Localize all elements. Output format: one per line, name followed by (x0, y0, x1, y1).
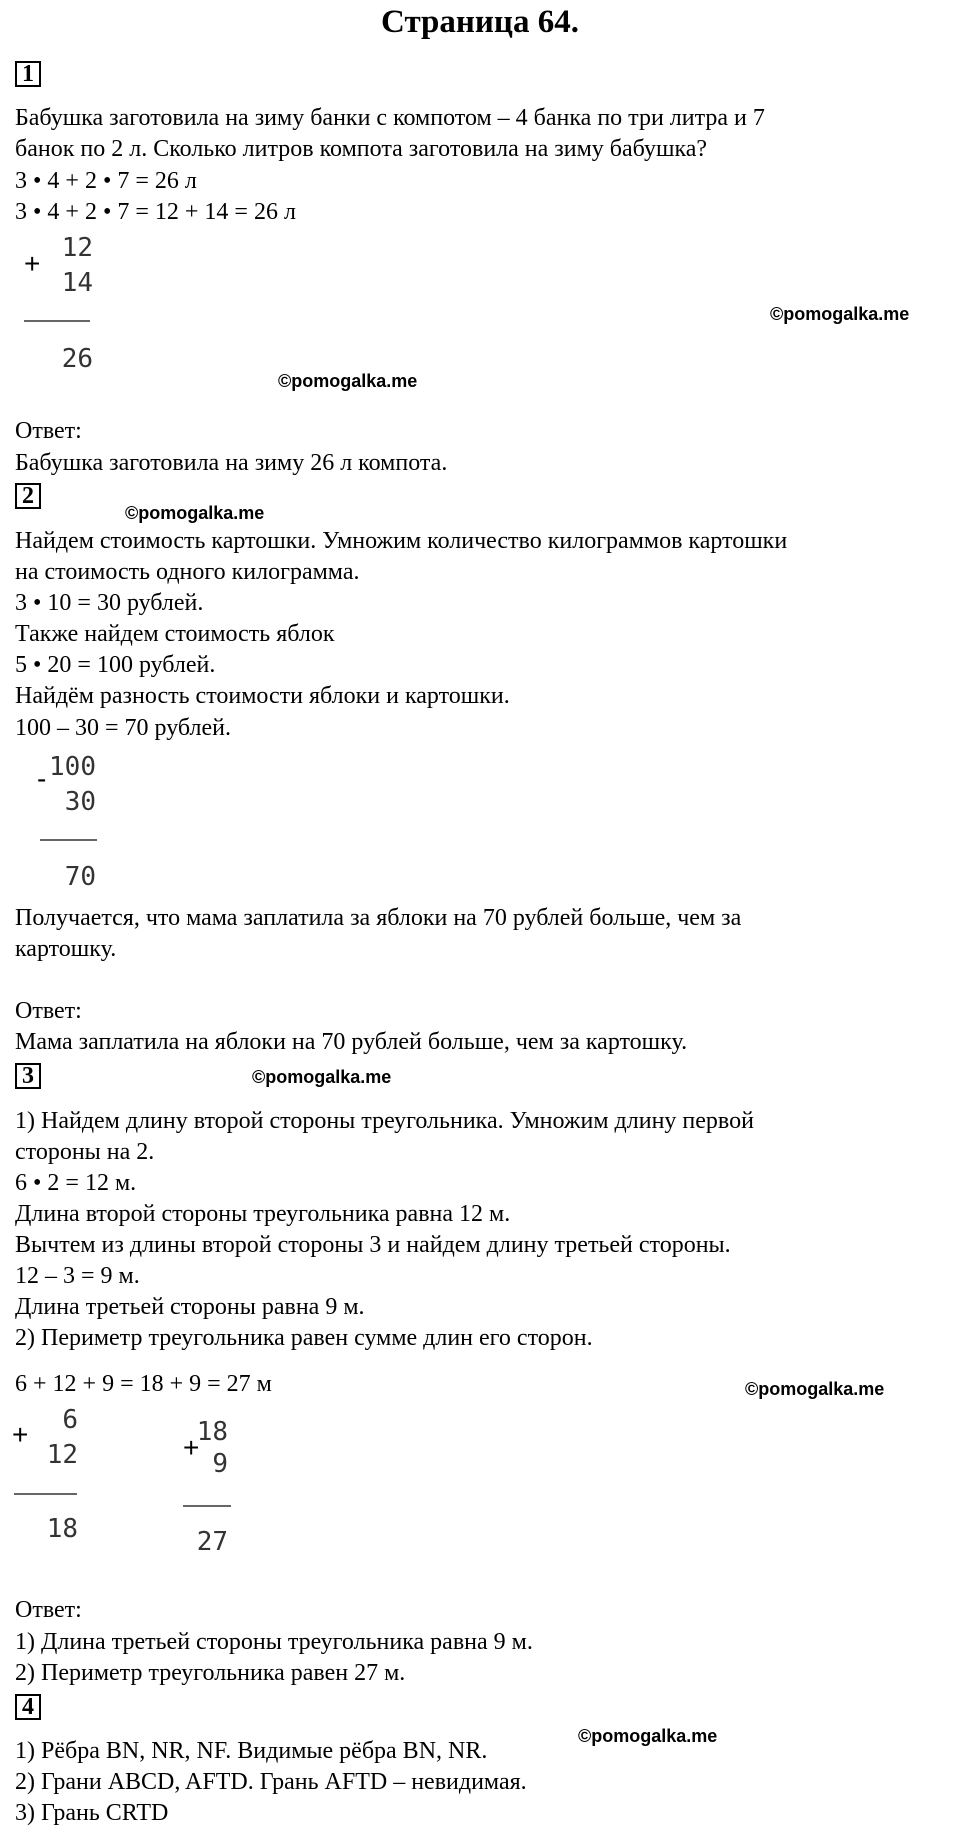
task-3-line: Длина второй стороны треугольника равна 12 м. (15, 1201, 511, 1227)
task-1-line: Бабушка заготовила на зиму банки с компотом – 4 банка по три литра и 7 (15, 105, 765, 131)
task-2-line: Найдём разность стоимости яблоки и картошки. (15, 683, 510, 709)
task-2-line: 5 • 20 = 100 рублей. (15, 652, 216, 678)
task-3-answer-label: Ответ: (15, 1597, 82, 1623)
task-4-line: 1) Рёбра BN, NR, NF. Видимые рёбра BN, NR. (15, 1738, 488, 1764)
task-3-line: 12 – 3 = 9 м. (15, 1263, 140, 1289)
task-1-column-bottom: 14 (61, 268, 93, 298)
task-4-line: 3) Грань CRTD (15, 1800, 169, 1826)
task-1-column-line (24, 320, 90, 322)
task-3-line: Длина третьей стороны равна 9 м. (15, 1294, 365, 1320)
task-2-column-top: 100 (49, 752, 96, 782)
task-1-column-result: 26 (61, 344, 93, 374)
watermark: ©pomogalka.me (578, 1726, 718, 1746)
watermark: ©pomogalka.me (252, 1067, 392, 1087)
task-4-number: 4 (15, 1694, 41, 1720)
task-3-answer: 1) Длина третьей стороны треугольника равна 9 м. (15, 1629, 533, 1655)
task-2-column-sign: - (37, 763, 47, 794)
task-2-column-bottom: 30 (64, 787, 96, 817)
task-1-answer-label: Ответ: (15, 418, 82, 444)
task-2-conclusion: картошку. (15, 936, 117, 962)
task-3-line: Вычтем из длины второй стороны 3 и найдем длину третьей стороны. (15, 1232, 731, 1258)
task-1-line: 3 • 4 + 2 • 7 = 12 + 14 = 26 л (15, 199, 296, 225)
watermark: ©pomogalka.me (770, 304, 910, 324)
task-2-answer: Мама заплатила на яблоки на 70 рублей больше, чем за картошку. (15, 1029, 688, 1055)
task-3-column-1-top: 6 (62, 1405, 78, 1435)
task-3-column-1-line (14, 1493, 77, 1495)
task-3-column-2-line (183, 1505, 231, 1507)
task-1-line: банок по 2 л. Сколько литров компота заготовила на зиму бабушка? (15, 136, 708, 162)
task-2-number: 2 (15, 483, 41, 509)
task-1-answer: Бабушка заготовила на зиму 26 л компота. (15, 450, 448, 476)
task-2-answer-label: Ответ: (15, 998, 82, 1024)
task-3-column-2-top: 18 (196, 1417, 228, 1447)
task-3-column-1-result: 18 (46, 1514, 78, 1544)
task-2-conclusion: Получается, что мама заплатила за яблоки на 70 рублей больше, чем за (15, 905, 742, 931)
task-3-column-2-result: 27 (196, 1527, 228, 1557)
task-3-column-1-sign: + (12, 1419, 29, 1450)
task-2-column-result: 70 (64, 862, 96, 892)
page-title: Страница 64. (381, 4, 579, 40)
task-3-line: 1) Найдем длину второй стороны треугольника. Умножим длину первой (15, 1108, 754, 1134)
task-2-line: 100 – 30 = 70 рублей. (15, 715, 231, 741)
task-3-answer: 2) Периметр треугольника равен 27 м. (15, 1660, 406, 1686)
task-2-line: 3 • 10 = 30 рублей. (15, 590, 204, 616)
watermark: ©pomogalka.me (745, 1379, 885, 1399)
task-2-line: Найдем стоимость картошки. Умножим количество килограммов картошки (15, 528, 788, 554)
task-3-column-2-sign: + (183, 1432, 200, 1463)
task-2-line: Также найдем стоимость яблок (15, 621, 335, 647)
watermark: ©pomogalka.me (125, 503, 265, 523)
task-1-number: 1 (15, 61, 41, 87)
task-2-line: на стоимость одного килограмма. (15, 559, 360, 585)
watermark: ©pomogalka.me (278, 371, 418, 391)
task-3-number: 3 (15, 1063, 41, 1089)
task-3-line: 2) Периметр треугольника равен сумме длин его сторон. (15, 1325, 593, 1351)
task-1-line: 3 • 4 + 2 • 7 = 26 л (15, 168, 197, 194)
task-3-column-1-bottom: 12 (46, 1440, 78, 1470)
task-3-column-2-bottom: 9 (212, 1449, 228, 1479)
task-3-line: 6 + 12 + 9 = 18 + 9 = 27 м (15, 1371, 272, 1397)
task-3-line: стороны на 2. (15, 1139, 155, 1165)
task-4-line: 2) Грани ABCD, AFTD. Грань AFTD – невидимая. (15, 1769, 527, 1795)
task-1-column-sign: + (24, 248, 41, 279)
task-2-column-line (40, 839, 97, 841)
task-1-column-top: 12 (61, 233, 93, 263)
task-3-line: 6 • 2 = 12 м. (15, 1170, 137, 1196)
